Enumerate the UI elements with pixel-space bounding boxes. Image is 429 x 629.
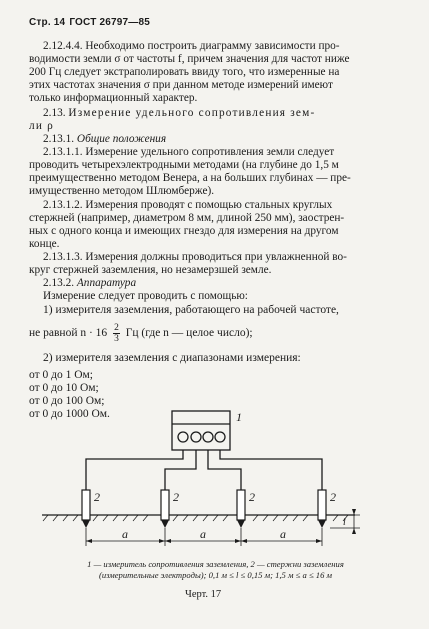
instruments-intro: Измерение следует проводить с помощью: xyxy=(43,290,248,302)
range-item: от 0 до 100 Ом; xyxy=(29,395,105,407)
range-item: от 0 до 1000 Ом. xyxy=(29,408,110,420)
electrode-rod xyxy=(161,490,169,520)
paragraph-line: этих частотах значения σ при данном методе измерений имеют xyxy=(29,79,333,91)
section-number: 2.13. xyxy=(43,107,66,119)
electrode-label: 2 xyxy=(330,490,336,504)
instrument-terminal xyxy=(203,432,213,442)
electrode-tip xyxy=(161,520,169,528)
paragraph-line: 2.13.1.2. Измерения проводят с помощью стальных круглых xyxy=(43,199,333,211)
electrode-rod xyxy=(82,490,90,520)
instrument-2: 2) измерителя заземления с диапазонами измерения: xyxy=(43,352,301,364)
subsection-number: 2.13.1. xyxy=(43,133,75,145)
subsection-title: Общие положения xyxy=(76,133,167,145)
fraction-denominator: 3 xyxy=(114,333,119,344)
instrument-label: 1 xyxy=(236,410,242,424)
paragraph-line: 200 Гц следует экстраполировать ввиду того, что измеренные на xyxy=(29,66,340,78)
paragraph-line: только информационный характер. xyxy=(29,92,198,104)
page-number: Стр. 14 xyxy=(29,17,66,28)
instrument-terminal xyxy=(215,432,225,442)
wire-outer-left xyxy=(86,450,183,490)
paragraph-line: проводить четырехэлектродными методами (на глубине до 1,5 м xyxy=(29,159,339,171)
standard-code: ГОСТ 26797—85 xyxy=(69,17,151,28)
fraction-numerator: 2 xyxy=(114,322,119,333)
section-title-continued: ли ρ xyxy=(29,120,54,132)
electrode-rod xyxy=(237,490,245,520)
instrument-1-text: не равной n · 16 xyxy=(29,327,108,339)
paragraph-line: конце. xyxy=(29,238,60,250)
spacing-label: a xyxy=(200,527,206,541)
paragraph-line: круг стержней заземления, но незамерзшей земле. xyxy=(29,264,272,276)
instrument-1-unit: Гц (где n — целое число); xyxy=(125,327,253,339)
electrode-label: 2 xyxy=(94,490,100,504)
figure-caption-line: 1 — измеритель сопротивления заземления, 2 — стержни заземления xyxy=(87,559,344,569)
paragraph-line: 2.13.1.3. Измерения должны проводиться при увлажненной во- xyxy=(43,251,347,263)
wire-inner-left xyxy=(165,450,196,490)
electrode-tip xyxy=(318,520,326,528)
subsection-number: 2.13.2. xyxy=(43,277,75,289)
spacing-label: a xyxy=(280,527,286,541)
wire-inner-right xyxy=(208,450,241,490)
paragraph-line: 2.12.4.4. Необходимо построить диаграмму зависимости про- xyxy=(43,40,340,52)
wire-outer-right xyxy=(220,450,322,490)
electrode-rod xyxy=(318,490,326,520)
electrode-label: 2 xyxy=(173,490,179,504)
electrode-label: 2 xyxy=(249,490,255,504)
instrument-terminal xyxy=(191,432,201,442)
paragraph-line: преимущественно методом Венера, а на больших глубинах — пре- xyxy=(29,172,351,184)
section-title: Измерение удельного сопротивления зем- xyxy=(68,107,316,119)
instrument-box xyxy=(172,411,230,450)
electrode-tip xyxy=(237,520,245,528)
paragraph-line: стержней (например, диаметром 8 мм, длиной 250 мм), заострен- xyxy=(29,212,345,224)
figure-caption-line: (измерительные электроды); 0,1 м ≤ l ≤ 0,15 м; 1,5 м ≤ a ≤ 16 м xyxy=(98,570,333,580)
instrument-1-line1: 1) измерителя заземления, работающего на рабочей частоте, xyxy=(43,304,339,316)
range-item: от 0 до 10 Ом; xyxy=(29,382,99,394)
figure-label: Черт. 17 xyxy=(185,589,222,600)
paragraph-line: 2.13.1.1. Измерение удельного сопротивления земли следует xyxy=(43,146,335,158)
paragraph-line: ных с одного конца и имеющих гнездо для измерения на другом xyxy=(29,225,339,237)
paragraph-line: водимости земли σ от частоты f, причем значения для частот ниже xyxy=(29,53,350,65)
spacing-label: a xyxy=(122,527,128,541)
subsection-title: Аппаратура xyxy=(76,277,137,289)
paragraph-line: имущественно методом Шлюмберже). xyxy=(29,185,215,197)
range-item: от 0 до 1 Ом; xyxy=(29,369,94,381)
electrode-tip xyxy=(82,520,90,528)
depth-label: l xyxy=(343,517,346,528)
instrument-terminal xyxy=(178,432,188,442)
